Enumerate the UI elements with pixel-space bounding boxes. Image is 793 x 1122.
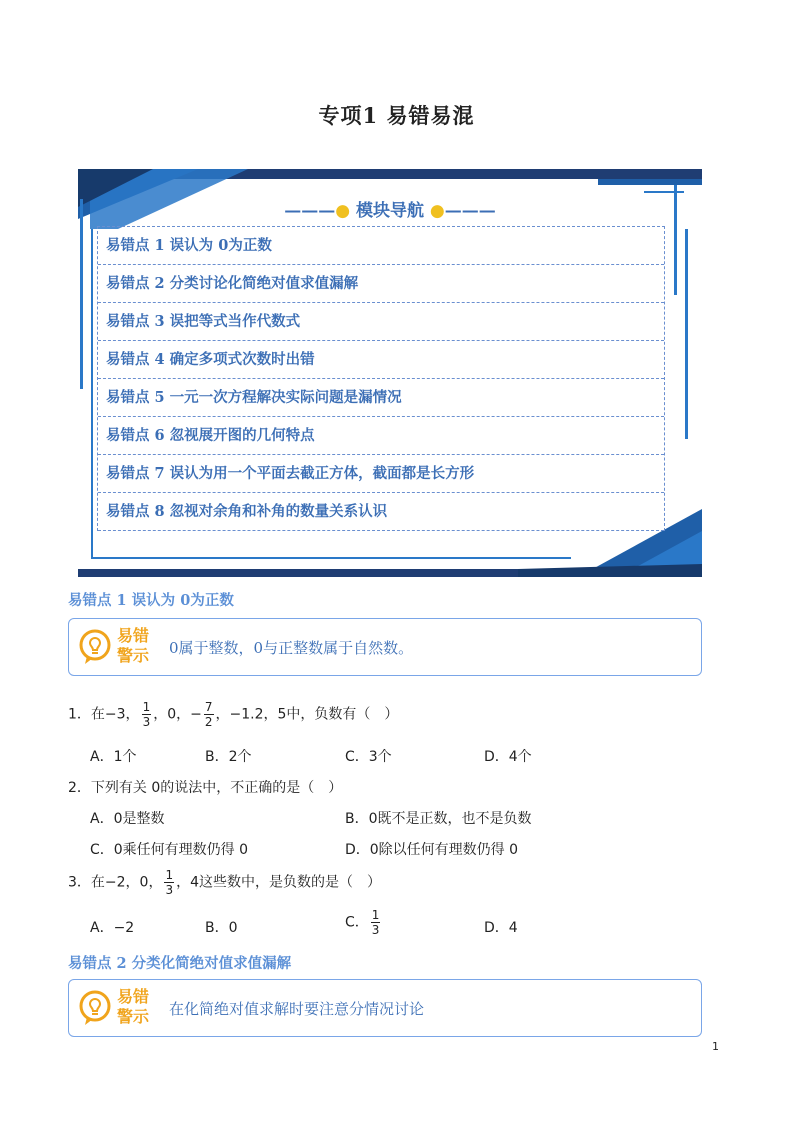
q1-tail: ，−1.2，5中，负数有（ ） [215, 706, 399, 723]
fraction-denominator: 3 [371, 923, 380, 937]
q1-negative-sign: − [190, 706, 202, 723]
q2-option-d[interactable]: D．0除以任何有理数仍得 0 [345, 842, 519, 858]
fraction-numerator: 1 [371, 908, 380, 922]
module-navigation-box [78, 169, 702, 577]
nav-item[interactable]: 易错点 3 误把等式当作代数式 [98, 303, 664, 341]
q2-option-a[interactable]: A．0是整数 [90, 811, 165, 827]
nav-heading: ———● 模块导航 ●——— [284, 201, 496, 221]
nav-item[interactable]: 易错点 6 忽视展开图的几何特点 [98, 417, 664, 455]
lightbulb-icon [79, 990, 111, 1026]
q3-prefix: 3．在−2，0， [68, 874, 163, 891]
nav-item[interactable]: 易错点 4 确定多项式次数时出错 [98, 341, 664, 379]
q1-fraction-2 [204, 700, 214, 729]
alert-label: 易错警示 [117, 626, 150, 665]
question-1 [68, 700, 398, 729]
nav-item[interactable]: 易错点 1 误认为 0为正数 [98, 227, 664, 265]
fraction-numerator: 1 [142, 700, 151, 714]
nav-item[interactable]: 易错点 5 一元一次方程解决实际问题是漏情况 [98, 379, 664, 417]
fraction-denominator: 2 [204, 715, 213, 729]
alert-label: 易错警示 [117, 987, 150, 1026]
lightbulb-icon [79, 629, 111, 665]
q2-option-b[interactable]: B．0既不是正数，也不是负数 [345, 811, 532, 827]
q3-fraction [164, 868, 174, 897]
nav-heading-text: 模块导航 [356, 201, 424, 221]
q3-option-d[interactable]: D．4 [484, 920, 518, 936]
q1-option-d[interactable]: D．4个 [484, 749, 532, 765]
nav-list [97, 226, 665, 531]
q1-option-c[interactable]: C．3个 [345, 749, 392, 765]
question-3 [68, 868, 381, 897]
alert-box [68, 979, 702, 1037]
section-title: 易错点 2 分类化简绝对值求值漏解 [68, 955, 292, 972]
alert-text: 0属于整数，0与正整数属于自然数。 [169, 639, 414, 657]
q3-option-a[interactable]: A．−2 [90, 920, 135, 936]
q2-option-c[interactable]: C．0乘任何有理数仍得 0 [90, 842, 249, 858]
nav-item[interactable]: 易错点 2 分类讨论化简绝对值求值漏解 [98, 265, 664, 303]
fraction-numerator: 7 [204, 700, 213, 714]
q1-prefix: 1．在 [68, 706, 105, 723]
nav-item[interactable]: 易错点 7 误认为用一个平面去截正方体，截面都是长方形 [98, 455, 664, 493]
q1-option-a[interactable]: A．1个 [90, 749, 137, 765]
q3-tail: ，4这些数中，是负数的是（ ） [176, 874, 382, 891]
alert-box [68, 618, 702, 676]
fraction-numerator: 1 [165, 868, 174, 882]
q1-option-b[interactable]: B．2个 [205, 749, 252, 765]
q1-mid: ，0， [153, 706, 191, 723]
page-number: 1 [712, 1040, 719, 1053]
q1-number: −3， [104, 706, 140, 723]
section-title: 易错点 1 误认为 0为正数 [68, 592, 234, 609]
option-label: C． [345, 914, 369, 931]
q1-fraction-1 [142, 700, 152, 729]
fraction-denominator: 3 [165, 883, 174, 897]
q3-option-c-fraction [371, 908, 381, 937]
question-2: 2．下列有关 0的说法中，不正确的是（ ） [68, 780, 343, 796]
fraction-denominator: 3 [142, 715, 151, 729]
page-title: 专项1 易错易混 [318, 103, 475, 128]
q3-option-c[interactable] [345, 908, 382, 937]
alert-text: 在化简绝对值求解时要注意分情况讨论 [169, 1000, 425, 1018]
nav-item[interactable]: 易错点 8 忽视对余角和补角的数量关系认识 [98, 493, 664, 531]
q3-option-b[interactable]: B．0 [205, 920, 238, 936]
